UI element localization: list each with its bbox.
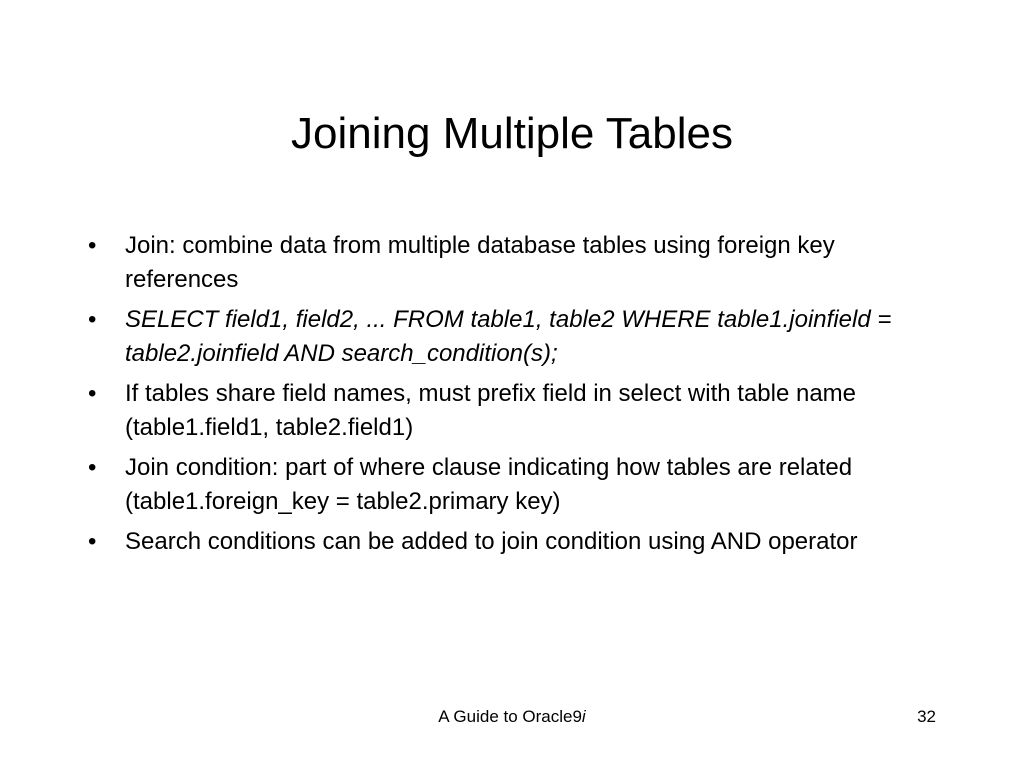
bullet-marker: • bbox=[88, 454, 97, 481]
bullet-item bbox=[88, 377, 938, 445]
bullet-text-sql-syntax: SELECT field1, field2, ... FROM table1, table2 WHERE table1.joinfield = table2.joinfield AND search_condition(s); bbox=[125, 306, 892, 367]
bullet-text: If tables share field names, must prefix field in select with table name (table1.field1, table2.field1) bbox=[125, 380, 857, 441]
bullet-marker: • bbox=[88, 232, 97, 259]
bullet-list bbox=[88, 229, 938, 565]
page-number: 32 bbox=[917, 707, 936, 726]
footer-text-prefix: A Guide to Oracle9 bbox=[438, 707, 582, 726]
bullet-item bbox=[88, 229, 938, 297]
bullet-item bbox=[88, 451, 938, 519]
slide-title: Joining Multiple Tables bbox=[291, 109, 733, 158]
bullet-text: Join: combine data from multiple database tables using foreign key references bbox=[125, 232, 835, 293]
bullet-marker: • bbox=[88, 380, 97, 407]
footer-text-suffix: i bbox=[581, 707, 586, 726]
bullet-item bbox=[88, 303, 938, 371]
bullet-marker: • bbox=[88, 306, 97, 333]
bullet-text: Join condition: part of where clause indicating how tables are related (table1.foreign_key = table2.primary key) bbox=[125, 454, 853, 515]
bullet-item bbox=[88, 525, 938, 559]
bullet-text: Search conditions can be added to join condition using AND operator bbox=[125, 528, 858, 555]
footer-text bbox=[0, 706, 1024, 728]
bullet-marker: • bbox=[88, 528, 97, 555]
